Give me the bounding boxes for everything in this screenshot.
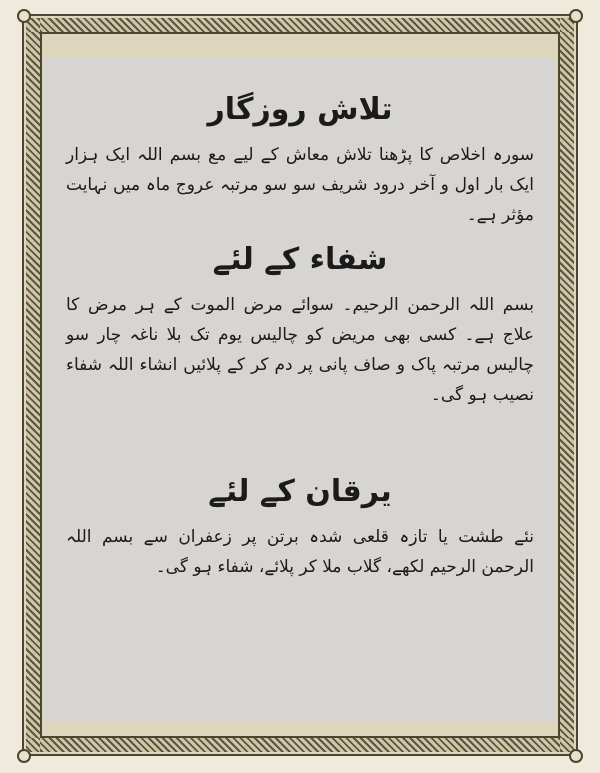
- section-title: شفاء کے لئے: [212, 242, 388, 277]
- section-healing: [66, 238, 534, 470]
- corner-ornament-icon: [569, 9, 583, 23]
- corner-ornament-icon: [17, 749, 31, 763]
- corner-ornament-icon: [17, 9, 31, 23]
- section-employment: [66, 88, 534, 238]
- section-text: بسم اللہ الرحمن الرحیم۔ سوائے مرض الموت کے ہر مرض کا علاج ہے۔ کسی بھی مریض کو چالیس یوم تک بلا ناغہ چار سو چالیس مرتبہ پاک و صاف پانی پر دم کر کے پلائیں انشاء اللہ شفاء نصیب ہو گی۔: [66, 295, 534, 405]
- corner-ornament-icon: [569, 749, 583, 763]
- section-title: تلاش روزگار: [207, 92, 393, 127]
- section-text: سورہ اخلاص کا پڑھنا تلاش معاش کے لیے مع بسم اللہ ایک ہزار ایک بار اول و آخر درود شریف سو سو مرتبہ عروج ماہ میں نہایت مؤثر ہے۔: [66, 145, 534, 225]
- section-jaundice: [66, 470, 534, 582]
- document-body: [44, 58, 556, 722]
- section-text: نئے طشت یا تازہ قلعی شدہ برتن پر زعفران سے بسم اللہ الرحمن الرحیم لکھے، گلاب ملا کر پلائے، شفاء ہو گی۔: [66, 527, 534, 577]
- section-title: یرقان کے لئے: [208, 474, 392, 509]
